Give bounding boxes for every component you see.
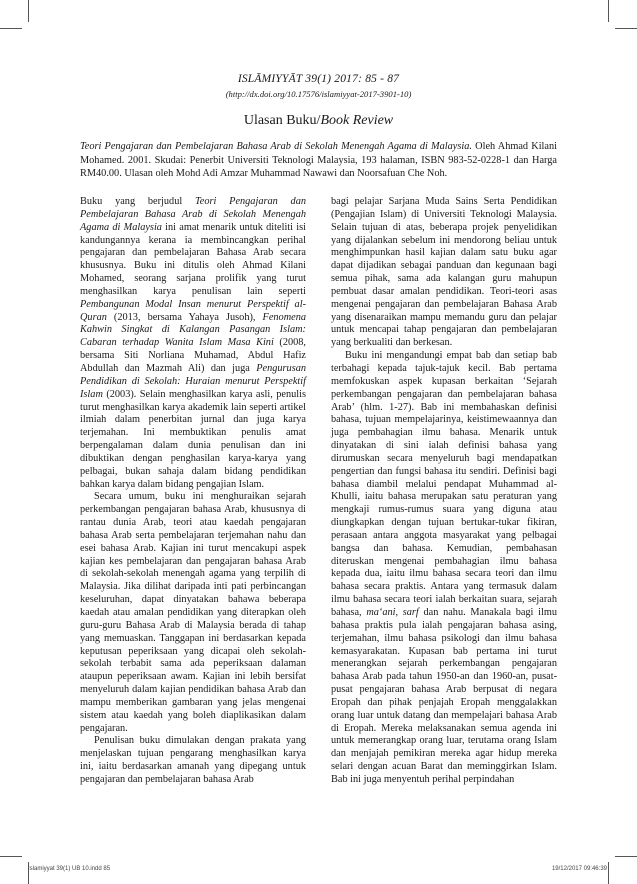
text-run-italic: Pengurusan Pendidikan di Sekolah: Huraian menurut Perspektif Islam [80,362,306,400]
section-title-roman: Ulasan Buku/ [243,113,321,128]
paragraph [331,350,557,787]
text-run: (2013, bersama Yahaya Jusoh), [106,311,263,323]
section-title [80,113,557,129]
footer-timestamp: 19/12/2017 09:46:39 [551,866,607,872]
text-run: dan nahu. Manakala bagi ilmu bahasa praktis pula ialah pengajaran bahasa asing, terjemahan, ilmu bahasa psikologi dan ilmu bahasa kemasyarakatan. Kupasan bab pertama ini turut menerangkan sejarah perkembangan pengajaran bahasa Arab pada tahun 1950-an dan 1960-an, pusat-pusat pengajaran bahasa Arab berpusat di negara Eropah dan pihak penjajah Eropah menggalakkan orang luar untuk datang dan mempelajari bahasa Arab di Eropah. Mereka melaksanakan semua agenda ini untuk memerangkap orang luar, terutama orang Islam dan menjajah pemikiran mereka agar hidup mereka selari dengan acuan Barat dan meminggirkan Islam. Bab ini juga menyentuh perihal perpindahan [331,607,558,785]
text-run-italic: Pembangunan Modal Insan menurut Perspektif al-Quran [80,298,306,323]
text-run: (2003). Selain menghasilkan karya asli, penulis turut menghasilkan karya akademik lain seperti artikel ilmiah dalam penerbitan jurnal dan juga karya terjemahan. Ini membuktikan penulis amat berpengalaman dalam dunia penulisan dan ini dibuktikan dengan penghasilan karya-karya yang pelbagai, bukan sahaja dalam bidang pendidikan bahkan karya dalam bidang pengajian Islam. [80,388,306,490]
doi-link[interactable]: (http://dx.doi.org/10.17576/islamiyyat-2017-3901-10) [225,89,412,99]
paragraph: bagi pelajar Sarjana Muda Sains Serta Pendidikan (Pengajian Islam) di Universiti Teknologi Malaysia. Selain tujuan di atas, beberapa projek penyelidikan yang dijalankan sebelum ini mendorong beliau untuk menghimpunkan hasil kajian dalam satu buku agar dapat dijadikan sebagai panduan dan kegunaan bagi semua pihak, sama ada kalangan guru mahupun pembuat dasar amalan pendidikan. Teori-teori asas mengenai pengajaran dan pembelajaran Bahasa Arab yang disenaraikan mampu memandu guru dan pelajar untuk mencapai tahap pengajaran dan pembelajaran yang berkualiti dan berkesan. [331,196,557,349]
text-run: Buku ini mengandungi empat bab dan setiap bab terbahagi kepada tajuk-tajuk kecil. Bab pertama memfokuskan aspek kupasan berkaitan ‘Sejarah perkembangan pengajaran dan pembelajaran bahasa Arab’ (hlm. 1-27). Bab ini membahaskan definisi bahasa, tujuan mempelajarinya, keistimewaannya dan juga pembahagian ilmu bahasa. Menarik untuk dinyatakan di sini ialah definisi bahasa yang dirumuskan secara menyeluruh bagi mendapatkan pengertian dan fungsi bahasa itu sendiri. Definisi bagi bahasa diambil melalui pendapat Muhammad al-Khulli, iaitu bahasa merupakan satu peraturan yang mengkaji rumus-rumus suara yang diguna atau diungkapkan dengan tujuan bertukar-tukar fikiran, perasaan antara anggota masyarakat yang pelbagai bangsa dan bahasa. Kemudian, pembahasan diteruskan mengenai pembahagian ilmu bahasa kepada dua, iaitu ilmu bahasa secara teori dan ilmu bahasa secara praktis. Antara yang termasuk dalam ilmu bahasa secara teori ialah berkaitan suara, sejarah bahasa, [331,350,557,618]
crop-mark [28,0,29,22]
text-run-italic: ma‘ani, sarf [366,607,419,618]
book-title: Teori Pengajaran dan Pembelajaran Bahasa Arab di Sekolah Menengah Agama di Malaysia. [80,141,472,152]
text-run-italic: Teori Pengajaran dan Pembelajaran Bahasa Arab di Sekolah Menengah Agama di Malaysia [80,196,306,233]
crop-mark [0,856,22,857]
paragraph: Secara umum, buku ini menghuraikan sejarah perkembangan pengajaran bahasa Arab, khususnya di rantau dunia Arab, teori atau kaedah pengajaran bahasa Arab serta pembelajaran terjemahan nahu dan esei bahasa Arab. Kajian ini turut mencakupi aspek kajian kes pembelajaran dan pengajaran bahasa Arab di sekolah-sekolah menengah agama yang terpilih di Malaysia. Jika dilihat daripada inti pati perbincangan keseluruhan, dapat dinyatakan bahawa beberapa kaedah atau amalan pendidikan yang diterapkan oleh guru-guru Bahasa Arab di Malaysia berada di tahap yang memuaskan. Tanggapan ini berdasarkan kepada keputusan peperiksaan yang dicapai oleh sekolah-sekolah terbabit sama ada peperiksaan dalaman ataupun peperiksaan awam. Kajian ini lebih bersifat menyeluruh dalam kajian pendidikan bahasa Arab dan mampu memberikan gambaran yang jelas mengenai sistem atau kaedah yang boleh diaplikasikan dalam pengajaran. [80,491,306,734]
crop-mark [608,0,609,22]
text-run-italic: Fenomena Kahwin Singkat di Kalangan Pasangan Islam: Cabaran terhadap Wanita Islam Masa Kini [80,311,306,349]
crop-mark [615,28,637,29]
journal-header: ISLĀMIYYĀT 39(1) 2017: 85 - 87 [237,73,400,85]
crop-mark [615,856,637,857]
text-run: Buku yang berjudul [80,196,195,207]
paragraph [80,196,306,491]
text-run: (2008, bersama Siti Norliana Muhamad, Abdul Hafiz Abdullah dan Mazmah Ali) dan juga [80,337,306,374]
text-run: ini amat menarik untuk diteliti isi kandungannya kerana ia membincangkan perihal pengajaran dan pembelajaran Bahasa Arab secara khususnya. Buku ini ditulis oleh Ahmad Kilani Mohamed, seorang sarjana prolifik yang turut menghasilkan karya penulisan lain seperti [80,221,306,297]
book-details: Oleh Ahmad Kilani Mohamed. 2001. Skudai: Penerbit Universiti Teknologi Malaysia, 193 halaman, ISBN 983-52-0228-1 dan Harga RM40.00. Ulasan oleh Mohd Adi Amzar Muhammad Nawawi dan Noorsafuan Che Noh. [80,141,557,180]
crop-mark [0,28,22,29]
section-title-italic: Book Review [320,113,394,128]
bibliographic-entry [80,140,557,181]
crop-mark [608,862,609,884]
left-column [80,196,306,787]
right-column [331,196,557,787]
footer-file-info: Islamiyyat 39(1) UB 10.indd 85 [28,866,111,872]
paragraph: Penulisan buku dimulakan dengan prakata yang menjelaskan tujuan pengarang menghasilkan karya ini, iaitu berdasarkan amanah yang dipegang untuk pengajaran dan pembelajaran bahasa Arab [80,735,306,785]
